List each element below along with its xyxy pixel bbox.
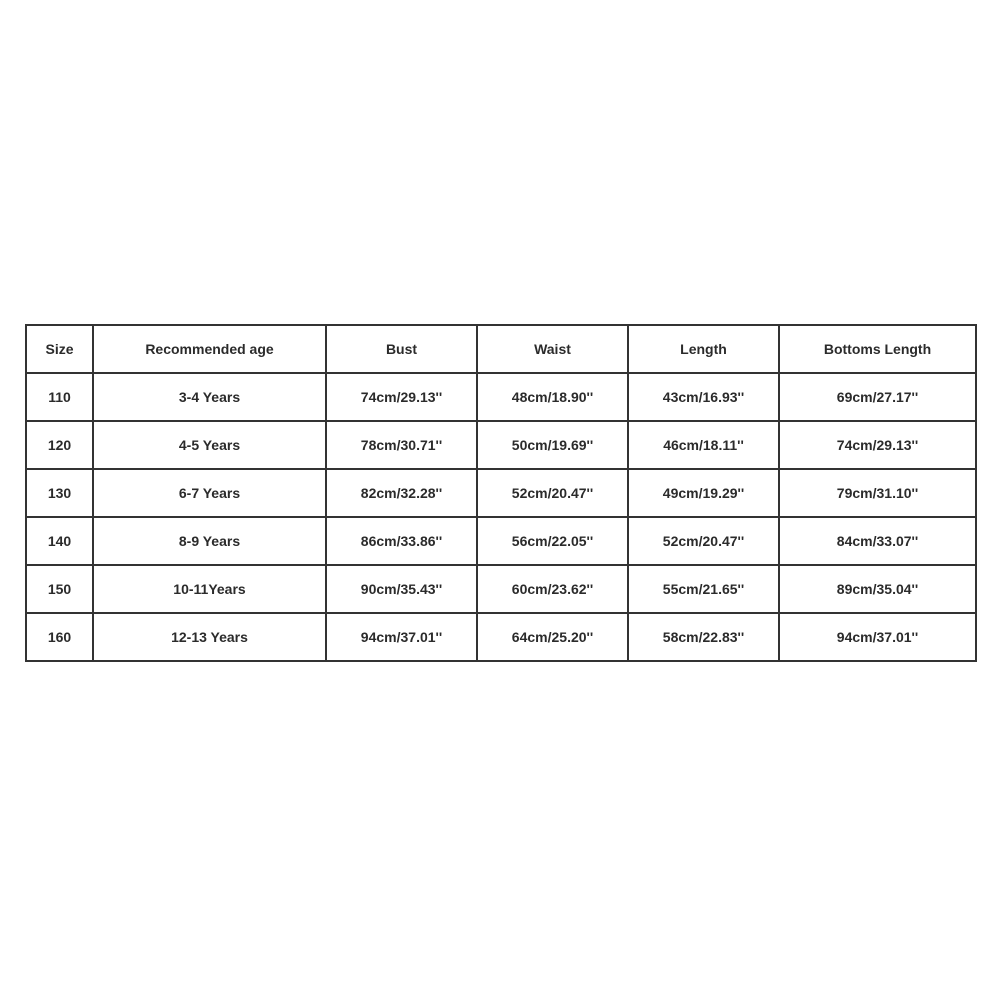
table-row <box>26 613 976 661</box>
cell-size: 150 <box>26 565 93 613</box>
cell-length: 55cm/21.65'' <box>628 565 779 613</box>
cell-waist: 48cm/18.90'' <box>477 373 628 421</box>
header-waist: Waist <box>477 325 628 373</box>
cell-recommended-age: 6-7 Years <box>93 469 326 517</box>
header-size: Size <box>26 325 93 373</box>
cell-recommended-age: 10-11Years <box>93 565 326 613</box>
header-bust: Bust <box>326 325 477 373</box>
cell-waist: 56cm/22.05'' <box>477 517 628 565</box>
cell-bust: 82cm/32.28'' <box>326 469 477 517</box>
cell-length: 43cm/16.93'' <box>628 373 779 421</box>
cell-waist: 52cm/20.47'' <box>477 469 628 517</box>
cell-size: 120 <box>26 421 93 469</box>
header-row <box>26 325 976 373</box>
table-row <box>26 565 976 613</box>
cell-bottoms-length: 79cm/31.10'' <box>779 469 976 517</box>
cell-recommended-age: 4-5 Years <box>93 421 326 469</box>
cell-size: 160 <box>26 613 93 661</box>
cell-waist: 60cm/23.62'' <box>477 565 628 613</box>
cell-bottoms-length: 94cm/37.01'' <box>779 613 976 661</box>
header-length: Length <box>628 325 779 373</box>
header-recommended-age: Recommended age <box>93 325 326 373</box>
cell-length: 58cm/22.83'' <box>628 613 779 661</box>
cell-waist: 50cm/19.69'' <box>477 421 628 469</box>
cell-bust: 78cm/30.71'' <box>326 421 477 469</box>
cell-bust: 74cm/29.13'' <box>326 373 477 421</box>
cell-size: 110 <box>26 373 93 421</box>
cell-length: 46cm/18.11'' <box>628 421 779 469</box>
size-chart-table <box>25 324 977 662</box>
cell-bottoms-length: 89cm/35.04'' <box>779 565 976 613</box>
cell-bottoms-length: 84cm/33.07'' <box>779 517 976 565</box>
cell-recommended-age: 12-13 Years <box>93 613 326 661</box>
cell-size: 130 <box>26 469 93 517</box>
cell-waist: 64cm/25.20'' <box>477 613 628 661</box>
cell-bottoms-length: 69cm/27.17'' <box>779 373 976 421</box>
cell-bust: 90cm/35.43'' <box>326 565 477 613</box>
cell-length: 49cm/19.29'' <box>628 469 779 517</box>
cell-bottoms-length: 74cm/29.13'' <box>779 421 976 469</box>
cell-bust: 86cm/33.86'' <box>326 517 477 565</box>
table-row <box>26 517 976 565</box>
cell-recommended-age: 8-9 Years <box>93 517 326 565</box>
cell-recommended-age: 3-4 Years <box>93 373 326 421</box>
table-row <box>26 373 976 421</box>
table-row <box>26 469 976 517</box>
header-bottoms-length: Bottoms Length <box>779 325 976 373</box>
table-row <box>26 421 976 469</box>
cell-bust: 94cm/37.01'' <box>326 613 477 661</box>
cell-length: 52cm/20.47'' <box>628 517 779 565</box>
cell-size: 140 <box>26 517 93 565</box>
